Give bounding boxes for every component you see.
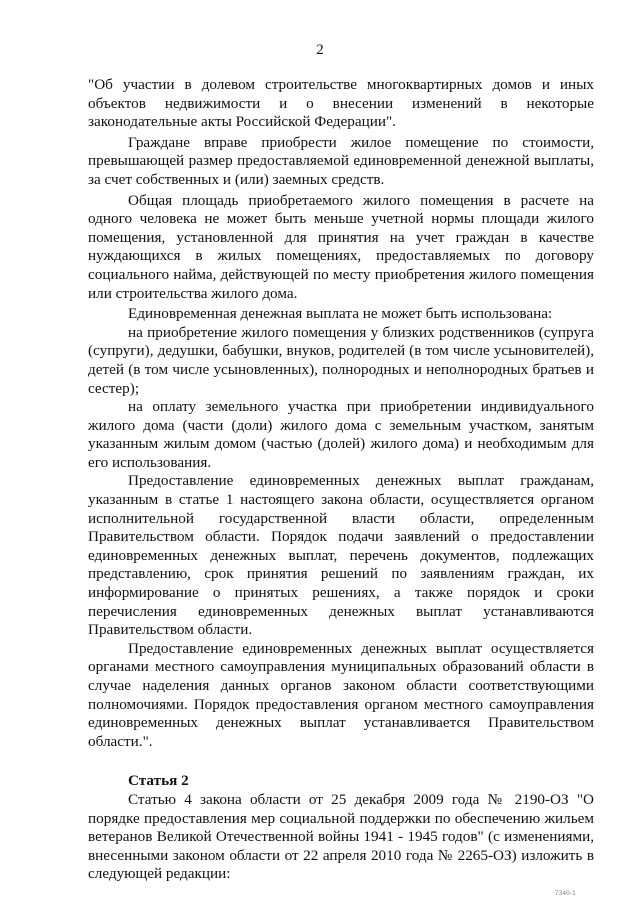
paragraph-7: Предоставление единовременных денежных выплат гражданам, указанным в статье 1 настоящего закона области, осуществляется органом исполнительной государственной власти области, определенным Правительством области. Порядок подачи заявлений о предоставлении единовременных денежных выплат, перечень документов, подлежащих представлению, срок принятия решений по заявлениям граждан, их информирование о принятых решениях, а также порядок и сроки перечисления единовременных денежных выплат устанавливаются Правительством области. (88, 472, 594, 639)
paragraph-8: Предоставление единовременных денежных выплат осуществляется органами местного самоуправления муниципальных образований области в случае наделения данных органов законом области соответствующими полномочиями. Порядок предоставления органом местного самоуправления единовременных денежных выплат устанавливается Правительством области.". (88, 639, 594, 750)
article-2-paragraph: Статью 4 закона области от 25 декабря 2009 года № 2190-ОЗ "О порядке предоставления мер социальной поддержки по обеспечению жильем ветеранов Великой Отечественной войны 1941 - 1945 годов" (с изменениями, внесенными законом области от 22 апреля 2010 года № 2265-ОЗ) изложить в следующей редакции: (88, 790, 594, 883)
paragraph-1: "Об участии в долевом строительстве многоквартирных домов и иных объектов недвижимости и о внесении изменений в некоторые законодательные акты Российской Федерации". (88, 76, 594, 131)
corner-mark: 7340-1 (554, 890, 576, 897)
article-heading: Статья 2 (128, 772, 189, 790)
paragraph-4: Единовременная денежная выплата не может быть использована: (128, 305, 553, 323)
paragraph-6: на оплату земельного участка при приобретении индивидуального жилого дома (части (доли) жилого дома с земельным участком, занятым указанным жилым домом (частью (долей) жилого дома) и необходимым для его использования. (88, 398, 594, 471)
paragraph-2: Граждане вправе приобрести жилое помещение по стоимости, превышающей размер предоставляемой единовременной денежной выплаты, за счет собственных и (или) заемных средств. (88, 133, 594, 188)
document-body (88, 76, 594, 884)
paragraph-3: Общая площадь приобретаемого жилого помещения в расчете на одного человека не может быть меньше учетной нормы площади жилого помещения, установленной для принятия на учет граждан в качестве нуждающихся в жилых помещениях, предоставляемых по договору социального найма, действующей по месту приобретения жилого помещения или строительства жилого дома. (88, 191, 594, 302)
page-number: 2 (316, 42, 324, 58)
paragraph-5: на приобретение жилого помещения у близких родственников (супруга (супруги), дедушки, бабушки, внуков, родителей (в том числе усыновителей), детей (в том числе усыновленных), полнородных и неполнородных братьев и сестер); (88, 323, 594, 397)
